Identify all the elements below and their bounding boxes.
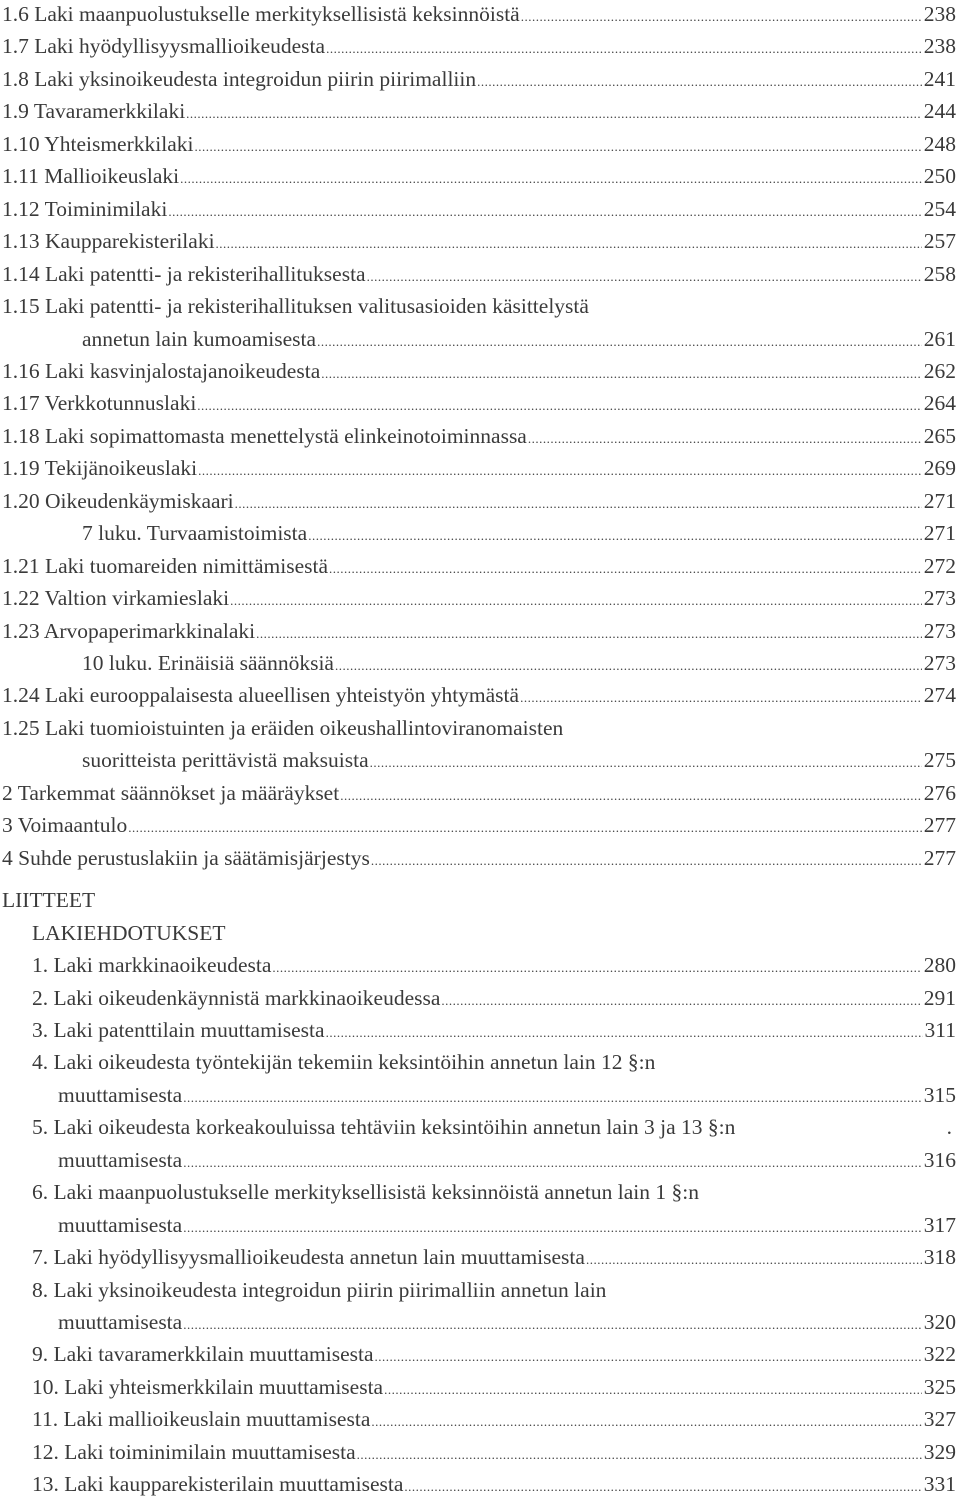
toc-entry-page-number: 275 — [923, 748, 956, 773]
toc-entry-page-number: 238 — [923, 34, 956, 59]
dot-leader — [375, 1341, 922, 1373]
toc-entry-page-number: 316 — [923, 1147, 956, 1172]
dot-leader — [256, 618, 922, 650]
toc-entry — [0, 1079, 960, 1111]
toc-entry-title: 8. Laki yksinoikeudesta integroidun piirin piirimalliin annetun lain — [32, 1277, 607, 1302]
toc-entry-page-number: 276 — [923, 780, 956, 805]
toc-entry — [0, 517, 960, 549]
toc-entry-title: 1.20 Oikeudenkäymiskaari — [2, 488, 234, 513]
toc-entry — [0, 550, 960, 582]
toc-entry-page-number: 315 — [923, 1082, 956, 1107]
toc-entry-page-number: 271 — [923, 488, 956, 513]
toc-entry — [0, 452, 960, 484]
toc-entry — [0, 420, 960, 452]
toc-entry-page-number: 277 — [923, 813, 956, 838]
toc-entry-title: 1.17 Verkkotunnuslaki — [2, 391, 197, 416]
dot-leader — [370, 747, 922, 779]
toc-entry-title: 3 Voimaantulo — [2, 813, 128, 838]
toc-entry-page-number: 257 — [923, 229, 956, 254]
toc-entry — [0, 30, 960, 62]
dot-leader — [520, 682, 922, 714]
toc-entry-page-number: 261 — [923, 326, 956, 351]
toc-entry-title: 7. Laki hyödyllisyysmallioikeudesta annetun lain muuttamisesta — [32, 1245, 585, 1270]
toc-entry-page-number: 273 — [923, 618, 956, 643]
toc-entry-page-number: 318 — [923, 1245, 956, 1270]
appendix-heading: LIITTEET — [2, 888, 96, 913]
toc-entry-title: 2 Tarkemmat säännökset ja määräykset — [2, 780, 340, 805]
dot-leader — [404, 1471, 921, 1503]
toc-entry — [0, 615, 960, 647]
toc-entry-page-number: 258 — [923, 261, 956, 286]
dot-leader — [586, 1244, 922, 1276]
toc-entry-page-number: 277 — [923, 845, 956, 870]
toc-entry-title: 1.19 Tekijänoikeuslaki — [2, 456, 198, 481]
toc-entry-title: 1.25 Laki tuomioistuinten ja eräiden oikeushallintoviranomaisten — [2, 715, 564, 740]
toc-entry — [0, 949, 960, 981]
toc-entry-page-number: 269 — [923, 456, 956, 481]
toc-entry-page-number: 265 — [923, 423, 956, 448]
toc-entry — [0, 1436, 960, 1468]
toc-entry — [0, 1144, 960, 1176]
toc-entry-page-number: 311 — [924, 1017, 956, 1042]
toc-entry-title: 1.10 Yhteismerkkilaki — [2, 131, 194, 156]
toc-entry-page-number: 254 — [923, 196, 956, 221]
dot-leader — [335, 650, 922, 682]
toc-entry-title: 6. Laki maanpuolustukselle merkityksellisistä keksinnöistä annetun lain 1 §:n — [32, 1180, 699, 1205]
toc-entry-title: 1.21 Laki tuomareiden nimittämisestä — [2, 553, 329, 578]
toc-entry — [0, 1371, 960, 1403]
dot-leader — [340, 780, 922, 812]
toc-entry — [0, 582, 960, 614]
dot-leader — [441, 985, 921, 1017]
toc-entry-page-number: 250 — [923, 164, 956, 189]
toc-entry — [0, 1241, 960, 1273]
toc-entry-title: 1.15 Laki patentti- ja rekisterihallituksen valitusasioiden käsittelystä — [2, 294, 589, 319]
toc-entry-title: 1. Laki markkinaoikeudesta — [32, 953, 272, 978]
toc-entry — [0, 679, 960, 711]
toc-entry — [0, 744, 960, 776]
toc-entry-page-number: 325 — [923, 1374, 956, 1399]
dot-leader — [317, 326, 922, 358]
toc-entry-page-number: 317 — [923, 1212, 956, 1237]
dot-leader — [180, 163, 922, 195]
toc-entry-title: 1.9 Tavaramerkkilaki — [2, 99, 186, 124]
dot-leader — [321, 358, 922, 390]
dot-leader — [528, 423, 922, 455]
toc-entry-title: 10 luku. Erinäisiä säännöksiä — [82, 651, 334, 675]
toc-entry — [0, 63, 960, 95]
dot-leader — [198, 455, 922, 487]
toc-entry — [0, 355, 960, 387]
toc-entry — [0, 982, 960, 1014]
toc-entry-title: muuttamisesta — [58, 1212, 183, 1237]
dot-leader — [521, 1, 922, 33]
toc-entry-page-number: 248 — [923, 131, 956, 156]
toc-entry-title: 1.12 Toiminimilaki — [2, 196, 168, 221]
dot-leader — [477, 66, 922, 98]
toc-entry-title: 1.7 Laki hyödyllisyysmallioikeudesta — [2, 34, 326, 59]
dot-leader — [326, 1017, 923, 1049]
toc-entry-title: 1.24 Laki eurooppalaisesta alueellisen yhteistyön yhtymästä — [2, 683, 520, 708]
dot-leader — [216, 228, 922, 260]
toc-entry-page-number: 264 — [923, 391, 956, 416]
toc-entry-page-number: 291 — [923, 985, 956, 1010]
dot-leader — [128, 812, 922, 844]
toc-entry-title: 10. Laki yhteismerkkilain muuttamisesta — [32, 1374, 384, 1399]
toc-entry-page-number: 273 — [923, 586, 956, 611]
dot-leader — [183, 1082, 922, 1114]
toc-entry — [0, 1338, 960, 1370]
dot-leader — [384, 1374, 922, 1406]
toc-entry — [0, 647, 960, 679]
toc-entry — [0, 1014, 960, 1046]
toc-entry — [0, 1176, 960, 1208]
toc-entry — [0, 1209, 960, 1241]
toc-entry-title: 12. Laki toiminimilain muuttamisesta — [32, 1439, 356, 1464]
dot-leader — [197, 390, 921, 422]
toc-entry-title: 1.6 Laki maanpuolustukselle merkityksellisistä keksinnöistä — [2, 2, 520, 26]
toc-entry-title: muuttamisesta — [58, 1147, 183, 1172]
toc-entry-page-number: 331 — [923, 1472, 956, 1497]
toc-entry-title: 13. Laki kaupparekisterilain muuttamisesta — [32, 1472, 404, 1497]
toc-entry — [0, 258, 960, 290]
toc-entry — [0, 777, 960, 809]
toc-entry — [0, 193, 960, 225]
dot-leader — [326, 33, 922, 65]
toc-entry-title: annetun lain kumoamisesta — [82, 326, 317, 351]
dot-leader — [371, 845, 922, 877]
dot-leader — [357, 1439, 922, 1471]
toc-entry — [0, 842, 960, 874]
dot-leader — [183, 1309, 922, 1341]
toc-entry — [0, 323, 960, 355]
toc-entry — [0, 225, 960, 257]
toc-entry-title: 11. Laki mallioikeuslain muuttamisesta — [32, 1407, 371, 1432]
toc-entry-title: 4. Laki oikeudesta työntekijän tekemiin keksintöihin annetun lain 12 §:n — [32, 1050, 656, 1075]
toc-entry-title: 5. Laki oikeudesta korkeakouluissa tehtäviin keksintöihin annetun lain 3 ja 13 §:n — [32, 1115, 736, 1140]
dot-leader — [230, 585, 922, 617]
dot-leader — [235, 488, 922, 520]
toc-entry-title: 7 luku. Turvaamistoimista — [82, 521, 308, 546]
toc-entry — [0, 95, 960, 127]
toc-entry — [0, 1403, 960, 1435]
toc-entry-page-number: 320 — [923, 1310, 956, 1334]
toc-entry — [0, 1468, 960, 1500]
appendix-subheading: LAKIEHDOTUKSET — [32, 920, 226, 945]
toc-entry-title: muuttamisesta — [58, 1082, 183, 1107]
toc-entry-title: 1.11 Mallioikeuslaki — [2, 164, 180, 189]
toc-entry-page-number: 273 — [923, 651, 956, 675]
dot-leader — [371, 1406, 921, 1438]
toc-entry-title: 1.18 Laki sopimattomasta menettelystä elinkeinotoiminnassa — [2, 423, 527, 448]
dot-leader — [367, 261, 922, 293]
toc-entry-page-number: 238 — [923, 2, 956, 26]
toc-entry — [0, 809, 960, 841]
toc-entry-title: 1.23 Arvopaperimarkkinalaki — [2, 618, 256, 643]
toc-entry-title: 1.8 Laki yksinoikeudesta integroidun piirin piirimalliin — [2, 66, 477, 91]
toc-entry-title: 2. Laki oikeudenkäynnistä markkinaoikeudessa — [32, 985, 441, 1010]
toc-entry-page-number: 244 — [923, 99, 956, 124]
toc-entry — [0, 290, 960, 322]
toc-entry — [0, 1046, 960, 1078]
toc-entry — [0, 1274, 960, 1306]
dot-leader — [272, 952, 921, 984]
dot-leader — [183, 1212, 922, 1244]
toc-entry-title: suoritteista perittävistä maksuista — [82, 748, 369, 773]
toc-entry-title: muuttamisesta — [58, 1310, 183, 1334]
toc-entry — [0, 128, 960, 160]
toc-entry — [0, 1306, 960, 1338]
toc-entry-page-number: 241 — [923, 66, 956, 91]
toc-entry-title: 9. Laki tavaramerkkilain muuttamisesta — [32, 1342, 374, 1367]
toc-entry-page-number: 272 — [923, 553, 956, 578]
toc-entry — [0, 1111, 960, 1143]
dot-leader — [183, 1147, 922, 1179]
toc-entry-page-number: 280 — [923, 953, 956, 978]
toc-entry-title: 3. Laki patenttilain muuttamisesta — [32, 1017, 325, 1042]
toc-entry — [0, 387, 960, 419]
dot-leader — [194, 131, 921, 163]
toc-entry — [0, 712, 960, 744]
toc-entry-title: 1.16 Laki kasvinjalostajanoikeudesta — [2, 358, 321, 383]
toc-entry-page-number: 327 — [923, 1407, 956, 1432]
dot-leader — [168, 196, 921, 228]
dot-leader — [308, 520, 922, 552]
dot-leader — [186, 98, 922, 130]
dot-leader — [329, 553, 922, 585]
toc-entry-page-number: 322 — [923, 1342, 956, 1367]
toc-entry-page-number: 262 — [923, 358, 956, 383]
toc-entry-title: 4 Suhde perustuslakiin ja säätämisjärjestys — [2, 845, 370, 870]
toc-entry-page-number: 329 — [923, 1439, 956, 1464]
toc-entry-title: 1.22 Valtion virkamieslaki — [2, 586, 230, 611]
toc-entry-page-number: 271 — [923, 521, 956, 546]
toc-entry-title: 1.14 Laki patentti- ja rekisterihallituksesta — [2, 261, 366, 286]
toc-entry-page-number: 274 — [923, 683, 956, 708]
toc-entry-title: 1.13 Kaupparekisterilaki — [2, 229, 215, 254]
toc-entry — [0, 485, 960, 517]
toc-entry — [0, 160, 960, 192]
toc-entry-page-number: . — [946, 1115, 952, 1140]
toc-entry — [0, 0, 960, 30]
